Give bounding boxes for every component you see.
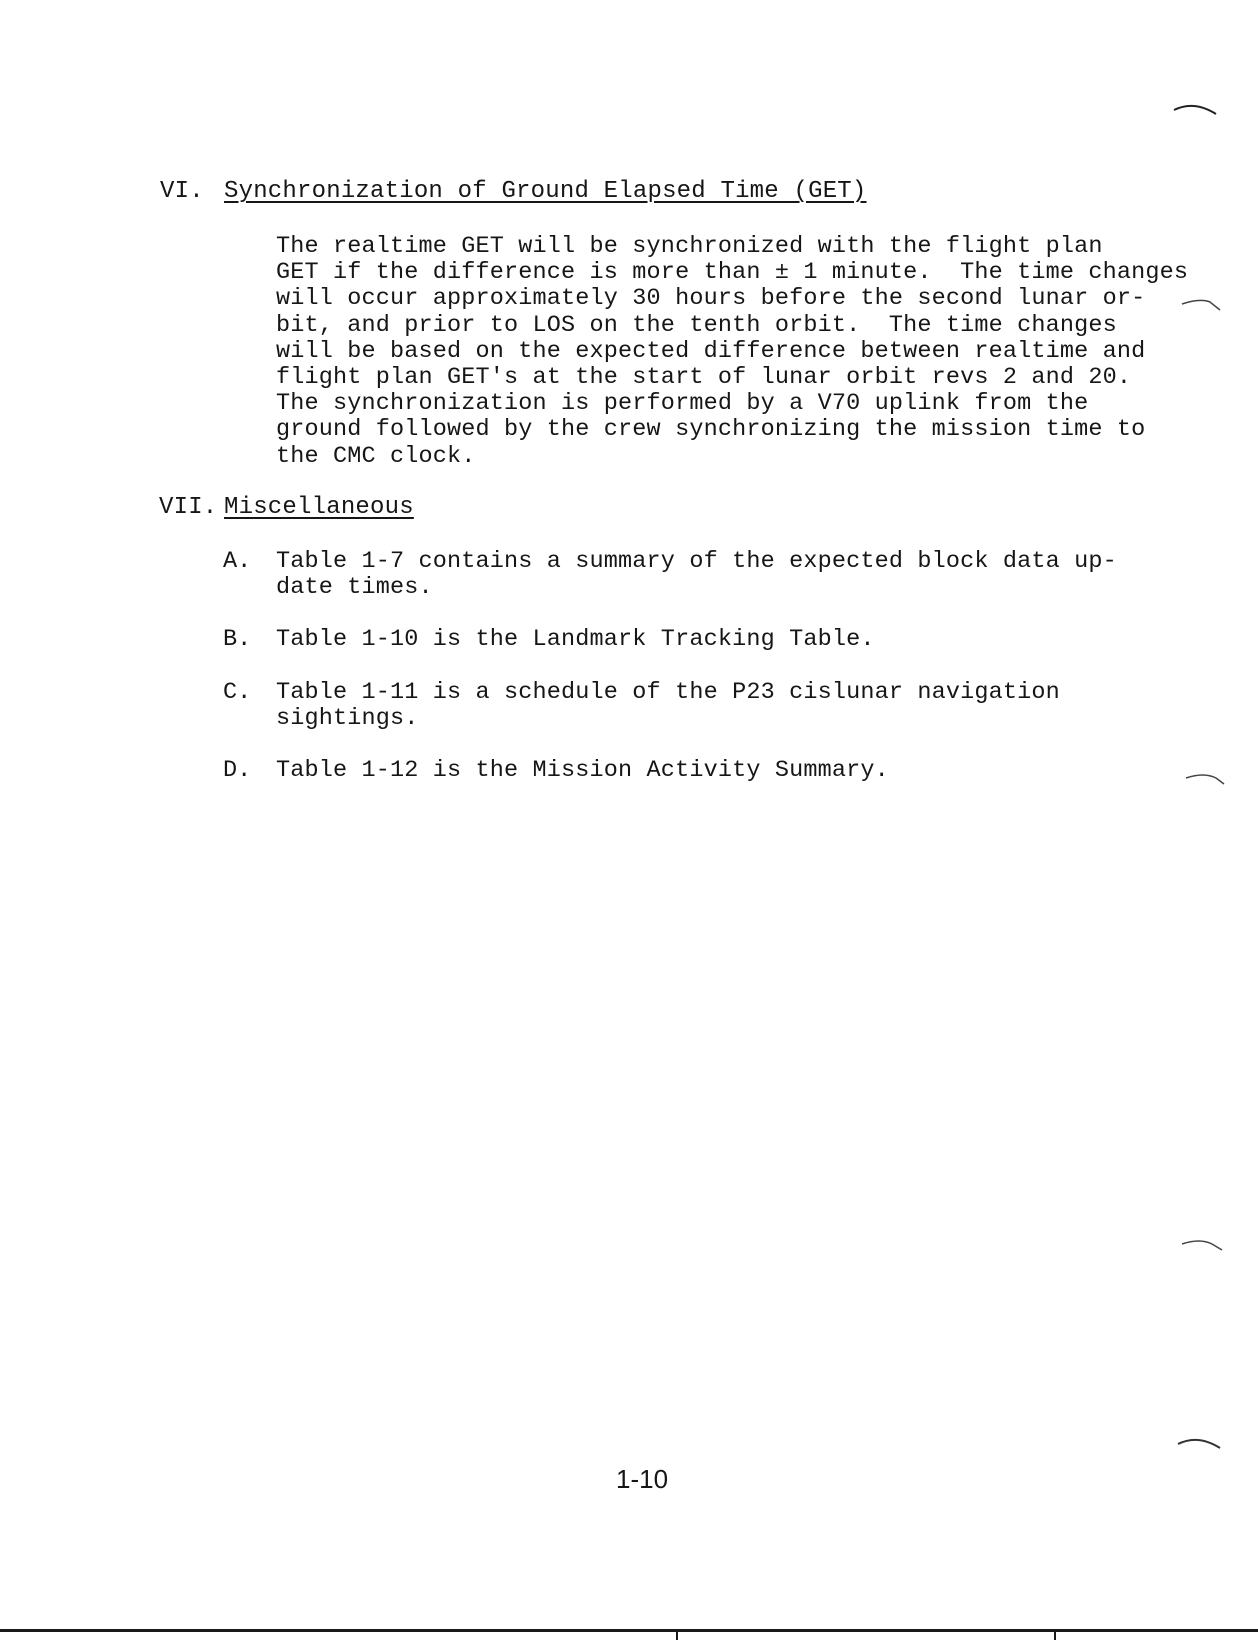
binder-hole-mark — [1172, 102, 1218, 116]
list-item-a — [0, 549, 1200, 605]
paragraph-line: the CMC clock. — [276, 442, 476, 470]
paragraph-line: will be based on the expected difference between realtime and — [276, 337, 1146, 365]
list-item-c — [0, 680, 1200, 736]
section-vii-number: VII. — [159, 494, 218, 521]
list-item-line: Table 1-11 is a schedule of the P23 cislunar navigation — [276, 679, 1060, 706]
list-item-line: Table 1-12 is the Mission Activity Summary. — [276, 757, 889, 784]
list-item-letter: D. — [223, 757, 252, 784]
paragraph-line: GET if the difference is more than ± 1 minute. The time changes — [276, 259, 1189, 287]
list-item-line: sightings. — [276, 705, 419, 733]
list-item-text — [276, 758, 1156, 784]
list-item-text — [276, 549, 1156, 601]
section-vii-title: Miscellaneous — [224, 494, 414, 521]
paragraph-line: bit, and prior to LOS on the tenth orbit. The time changes — [276, 311, 1117, 339]
list-item-line: date times. — [276, 574, 433, 602]
list-item-text — [276, 680, 1156, 732]
bottom-edge-tick — [1054, 1630, 1056, 1640]
binder-hole-mark — [1176, 1436, 1222, 1450]
section-vi-title: Synchronization of Ground Elapsed Time (GET) — [224, 178, 867, 205]
page-number: 1-10 — [616, 1464, 669, 1494]
list-item-letter: C. — [223, 679, 252, 706]
list-item-line: Table 1-10 is the Landmark Tracking Table. — [276, 626, 875, 653]
binder-hole-mark — [1184, 772, 1230, 786]
list-item-text — [276, 627, 1156, 653]
list-item-letter: A. — [223, 548, 252, 575]
section-vi-number: VI. — [160, 178, 204, 205]
bottom-edge-tick — [676, 1630, 678, 1640]
section-vii-heading — [159, 494, 559, 524]
paragraph-line: ground followed by the crew synchronizing the mission time to — [276, 416, 1146, 444]
paragraph-line: The realtime GET will be synchronized with the flight plan — [276, 233, 1103, 260]
paragraph-line: The synchronization is performed by a V70 uplink from the — [276, 390, 1089, 418]
section-vi-heading — [160, 178, 867, 208]
bottom-edge-line — [0, 1629, 1258, 1632]
binder-hole-mark — [1180, 298, 1226, 312]
paragraph-line: will occur approximately 30 hours before the second lunar or- — [276, 285, 1146, 313]
section-vi-paragraph — [276, 233, 1189, 470]
list-item-line: Table 1-7 contains a summary of the expected block data up- — [276, 548, 1117, 575]
list-item-d — [0, 758, 1200, 786]
list-item-letter: B. — [223, 626, 252, 653]
list-item-b — [0, 627, 1200, 655]
binder-hole-mark — [1180, 1238, 1226, 1252]
paragraph-line: flight plan GET's at the start of lunar orbit revs 2 and 20. — [276, 364, 1132, 392]
